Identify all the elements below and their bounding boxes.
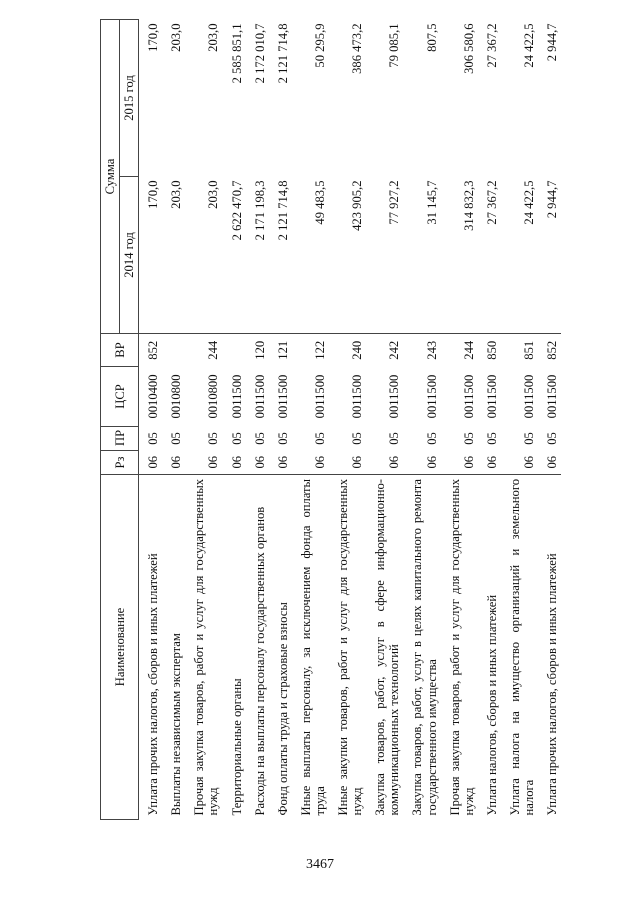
row-sum-2015: 79 085,1 [387, 23, 402, 68]
row-vr: 242 [366, 334, 403, 367]
row-name: Иные выплаты персоналу, за исключением фонда оплаты труда [292, 475, 329, 820]
row-sum-2015: 50 295,9 [312, 23, 327, 68]
row-name: Уплата прочих налогов, сборов и иных платежей [538, 475, 561, 820]
row-sum-2014: 170,0 [146, 180, 161, 209]
row-csr: 0011500 [350, 374, 365, 419]
row-csr: 0011500 [252, 374, 267, 419]
row-pr: 05 [312, 432, 327, 445]
table-row [185, 19, 222, 819]
row-csr: 0011500 [275, 374, 290, 419]
row-sum-2014: 2 622 470,7 [229, 180, 244, 241]
row-name: Уплата налога на имущество организаций и земельного налога [501, 475, 538, 820]
table-row [292, 19, 329, 819]
row-name: Территориальные органы [223, 475, 246, 820]
row-vr: 850 [478, 334, 501, 367]
row-pr: 05 [350, 432, 365, 445]
row-csr: 0011500 [521, 374, 536, 419]
row-pr: 05 [252, 432, 267, 445]
row-rz: 06 [206, 455, 221, 469]
header-name: Наименование [101, 475, 139, 820]
row-sum-2014: 2 121 714,8 [275, 180, 290, 241]
row-rz: 06 [545, 455, 560, 469]
row-sum-2014: 31 145,7 [424, 180, 439, 225]
header-year-2014: 2014 год [120, 177, 139, 334]
table-row [269, 19, 292, 819]
row-csr: 0011500 [312, 374, 327, 419]
row-rz: 06 [169, 455, 184, 469]
row-csr: 0010800 [206, 374, 221, 419]
page-number: 3467 [306, 857, 334, 872]
row-pr: 05 [387, 432, 402, 445]
table-row [403, 19, 440, 819]
row-rz: 06 [312, 455, 327, 469]
row-vr: 852 [139, 334, 163, 367]
row-vr: 852 [538, 334, 561, 367]
row-vr: 240 [329, 334, 366, 367]
row-pr: 05 [146, 432, 161, 445]
row-vr: 122 [292, 334, 329, 367]
row-sum-2014: 314 832,3 [461, 180, 476, 231]
row-name: Закупка товаров, работ, услуг в сфере информационно-коммуникационных технологий [366, 475, 403, 820]
row-sum-2015: 203,0 [206, 23, 221, 52]
header-sum: Сумма [101, 19, 120, 333]
row-rz: 06 [146, 455, 161, 469]
row-name: Прочая закупка товаров, работ и услуг для государственных нужд [185, 475, 222, 820]
row-pr: 05 [484, 432, 499, 445]
table-row [329, 19, 366, 819]
row-vr: 243 [403, 334, 440, 367]
row-pr: 05 [461, 432, 476, 445]
row-name: Уплата налогов, сборов и иных платежей [478, 475, 501, 820]
row-sum-2015: 27 367,2 [484, 23, 499, 68]
table-row [366, 19, 403, 819]
row-sum-2015: 2 172 010,7 [252, 23, 267, 84]
row-sum-2014: 77 927,2 [387, 180, 402, 225]
row-name: Фонд оплаты труда и страховые взносы [269, 475, 292, 820]
table-row [501, 19, 538, 819]
row-sum-2015: 306 580,6 [461, 23, 476, 74]
row-csr: 0011500 [424, 374, 439, 419]
row-sum-2015: 2 585 851,1 [229, 23, 244, 84]
row-csr: 0011500 [387, 374, 402, 419]
table-row [139, 19, 163, 819]
header-vr: ВР [101, 334, 139, 367]
page-number-block [0, 822, 640, 905]
table-row [441, 19, 478, 819]
row-csr: 0010400 [146, 374, 161, 419]
row-sum-2014: 27 367,2 [484, 180, 499, 225]
row-sum-2014: 24 422,5 [521, 180, 536, 225]
row-sum-2015: 203,0 [169, 23, 184, 52]
row-pr: 05 [545, 432, 560, 445]
row-sum-2014: 49 483,5 [312, 180, 327, 225]
row-vr: 244 [185, 334, 222, 367]
row-name: Уплата прочих налогов, сборов и иных платежей [139, 475, 163, 820]
row-name: Прочая закупка товаров, работ и услуг для государственных нужд [441, 475, 478, 820]
row-rz: 06 [461, 455, 476, 469]
row-csr: 0011500 [461, 374, 476, 419]
table-row [478, 19, 501, 819]
row-sum-2014: 203,0 [206, 180, 221, 209]
row-pr: 05 [521, 432, 536, 445]
row-vr: 120 [246, 334, 269, 367]
budget-table [100, 19, 561, 820]
row-pr: 05 [206, 432, 221, 445]
row-sum-2014: 423 905,2 [350, 180, 365, 231]
row-pr: 05 [275, 432, 290, 445]
row-pr: 05 [424, 432, 439, 445]
row-rz: 06 [350, 455, 365, 469]
header-rz: Рз [101, 451, 139, 475]
header-csr: ЦСР [101, 367, 139, 427]
table-header [101, 19, 139, 819]
row-rz: 06 [229, 455, 244, 469]
row-sum-2015: 2 944,7 [545, 23, 560, 62]
row-name: Выплаты независимым экспертам [162, 475, 185, 820]
row-pr: 05 [169, 432, 184, 445]
row-name: Расходы на выплаты персоналу государственных органов [246, 475, 269, 820]
row-rz: 06 [484, 455, 499, 469]
header-pr: ПР [101, 427, 139, 451]
row-sum-2015: 807,5 [424, 23, 439, 52]
row-sum-2015: 24 422,5 [521, 23, 536, 68]
row-sum-2014: 203,0 [169, 180, 184, 209]
table-row [162, 19, 185, 819]
row-vr [223, 334, 246, 367]
row-csr: 0011500 [229, 374, 244, 419]
table-row [223, 19, 246, 819]
row-sum-2015: 170,0 [146, 23, 161, 52]
row-vr: 851 [501, 334, 538, 367]
row-vr: 244 [441, 334, 478, 367]
table-row [246, 19, 269, 819]
row-rz: 06 [387, 455, 402, 469]
row-rz: 06 [275, 455, 290, 469]
row-sum-2014: 2 944,7 [545, 180, 560, 219]
row-name: Иные закупки товаров, работ и услуг для государственных нужд [329, 475, 366, 820]
table-body [139, 19, 561, 819]
table-row [538, 19, 561, 819]
row-sum-2014: 2 171 198,3 [252, 180, 267, 241]
row-csr: 0010800 [169, 374, 184, 419]
row-name: Закупка товаров, работ, услуг в целях капитального ремонта государственного имущества [403, 475, 440, 820]
row-vr: 121 [269, 334, 292, 367]
row-csr: 0011500 [545, 374, 560, 419]
row-sum-2015: 2 121 714,8 [275, 23, 290, 84]
header-year-2015: 2015 год [120, 19, 139, 176]
row-sum-2015: 386 473,2 [350, 23, 365, 74]
row-rz: 06 [521, 455, 536, 469]
row-rz: 06 [252, 455, 267, 469]
row-rz: 06 [424, 455, 439, 469]
row-vr [162, 334, 185, 367]
row-pr: 05 [229, 432, 244, 445]
row-csr: 0011500 [484, 374, 499, 419]
